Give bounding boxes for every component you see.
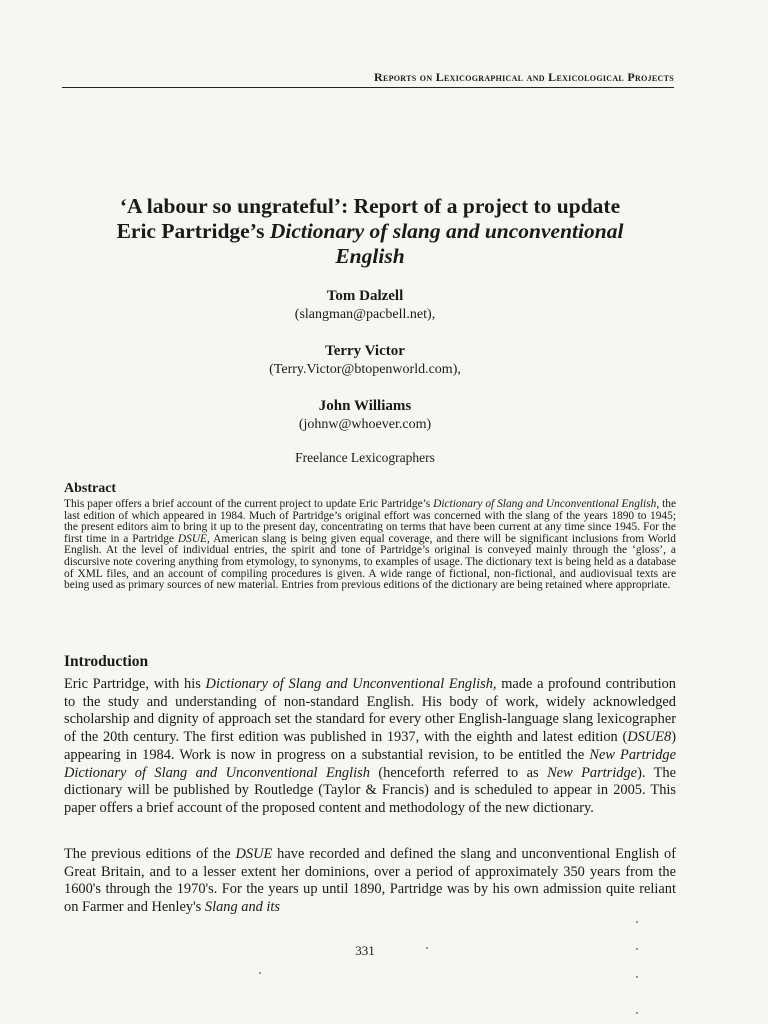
- body-paragraph: [64, 846, 676, 917]
- body-paragraph: [64, 676, 676, 818]
- abstract-segment: American slang is being given equal coverage, and there will be significant inclusions from World English. At the level of individual entries, the spirit and tone of Partridge’s original is conveyed mainly through the ‘gloss’, a discursive note covering anything from etymology, to synonyms, to examples of usage. The dictionary text is being held as a database of XML files, and an account of compiling procedures is given. A wide range of fictional, non-fictional, and audiovisual texts are being used as primary sources of new material. Entries from previous editions of the dictionary are being retained where appropriate.: [64, 532, 676, 592]
- scan-speck: [636, 921, 638, 923]
- abstract-text: [64, 499, 676, 592]
- text-segment: The previous editions of the: [64, 846, 236, 862]
- text-segment: (henceforth referred to as: [369, 764, 548, 781]
- title-line-2-italic: Dictionary of slang and unconventional: [269, 219, 624, 243]
- scan-speck: [259, 972, 261, 974]
- italic-segment: New Partridge Dictionary of Slang and Unconventional English: [64, 746, 676, 781]
- author-name: John Williams: [318, 398, 412, 414]
- scan-speck: [426, 947, 428, 949]
- scan-speck: [636, 976, 638, 978]
- scan-speck: [636, 1012, 638, 1014]
- text-segment: made a profound contribution to the study and understanding of non-standard English. His body of work, widely acknowledged scholarship and dignity of approach set the standard for every other English-language slang lexicographer of the 20th century. The first edition was published in 1937, with the eighth and latest edition (: [64, 676, 676, 746]
- author-block: [0, 342, 730, 379]
- scan-speck: [636, 948, 638, 950]
- abstract-italic: DSUE,: [177, 532, 210, 545]
- author-name: Tom Dalzell: [326, 288, 404, 304]
- paper-title: [60, 194, 680, 269]
- author-email: (slangman@pacbell.net),: [294, 307, 436, 322]
- author-name: Terry Victor: [325, 343, 405, 359]
- title-line-3-italic: English: [335, 244, 405, 268]
- section-heading-introduction: Introduction: [64, 653, 149, 670]
- text-segment: Eric Partridge, with his: [64, 676, 206, 692]
- title-line-2-prefix: Eric Partridge’s: [116, 219, 270, 243]
- affiliation: Freelance Lexicographers: [295, 450, 435, 465]
- running-head: Reports on Lexicographical and Lexicological Projects: [62, 70, 674, 88]
- text-segment: ) appearing in 1984. Work is now in progress on a substantial revision, to be entitled the: [64, 729, 676, 763]
- page-number: 331: [355, 943, 375, 958]
- author-block: [0, 397, 730, 434]
- italic-segment: Dictionary of Slang and Unconventional English,: [205, 676, 497, 692]
- abstract-heading: Abstract: [64, 481, 117, 496]
- italic-segment: Slang and its: [204, 899, 281, 916]
- abstract-segment: the last edition of which appeared in 1984. Much of Partridge’s original effort was concerned with the slang of the years 1890 to 1945; the present editors aim to bring it up to the present day, concentrating on terms that have been current at any time since 1945. For the first time in a Partridge: [64, 498, 677, 545]
- italic-segment: New Partridge: [547, 764, 638, 781]
- text-segment: have recorded and defined the slang and unconventional English of Great Britain, and to a lesser extent her dominions, over a period of approximately 350 years from the 1600's through the 1970's. For the years up until 1890, Partridge was by his own admission quite reliant on Farmer and Henley's: [64, 846, 676, 916]
- italic-segment: DSUE8: [627, 729, 672, 746]
- abstract-segment: This paper offers a brief account of the current project to update Eric Partridge’s: [64, 498, 434, 510]
- abstract-italic: Dictionary of Slang and Unconventional English,: [433, 498, 660, 510]
- text-segment: ). The dictionary will be published by Routledge (Taylor & Francis) and is scheduled to appear in 2005. This paper offers a brief account of the proposed content and methodology of the new dictionary.: [64, 764, 676, 816]
- author-block: [0, 287, 730, 324]
- title-line-1: ‘A labour so ungrateful’: Report of a project to update: [119, 194, 621, 218]
- author-email: (johnw@whoever.com): [298, 417, 432, 432]
- italic-segment: DSUE: [235, 846, 273, 862]
- author-email: (Terry.Victor@btopenworld.com),: [269, 362, 461, 377]
